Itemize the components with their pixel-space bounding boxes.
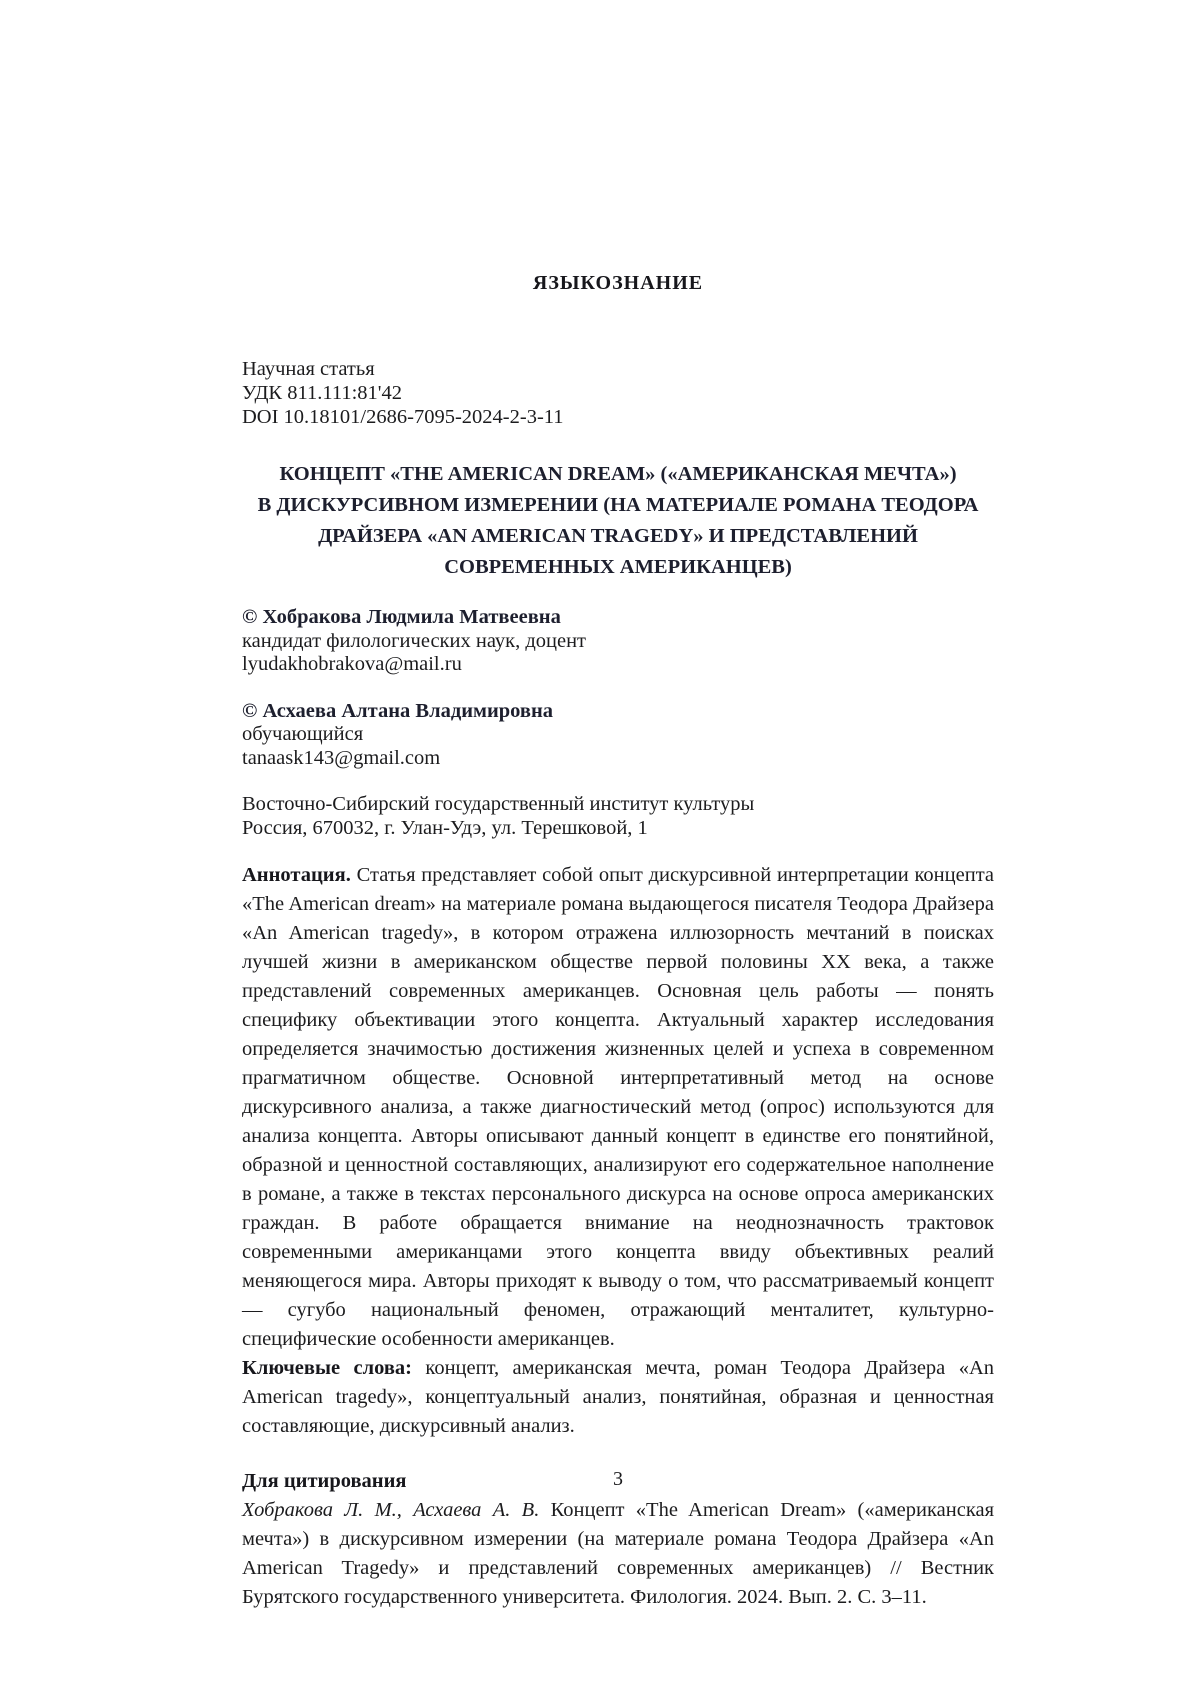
citation-heading: Для цитирования <box>242 1470 407 1492</box>
page-content <box>242 0 994 1612</box>
article-title-line: В ДИСКУРСИВНОМ ИЗМЕРЕНИИ (НА МАТЕРИАЛЕ РОМАНА ТЕОДОРА <box>257 494 979 516</box>
keywords-text: концепт, американская мечта, роман Теодора Драйзера «An American tragedy», концептуальный анализ, понятийная, образная и ценностная составляющие, дискурсивный анализ. <box>242 1357 995 1437</box>
abstract <box>242 861 994 1354</box>
author-email: lyudakhobrakova@mail.ru <box>242 653 462 675</box>
abstract-label: Аннотация. <box>242 864 351 886</box>
article-type: Научная статья <box>242 358 375 380</box>
keywords-label: Ключевые слова: <box>242 1357 412 1379</box>
affiliation-address: Россия, 670032, г. Улан-Удэ, ул. Терешковой, 1 <box>242 816 648 839</box>
section-header: ЯЗЫКОЗНАНИЕ <box>532 272 704 294</box>
author-block-2 <box>242 700 994 771</box>
article-meta <box>242 357 994 429</box>
citation-authors: Хобракова Л. М., Асхаева А. В. <box>242 1499 540 1521</box>
article-title <box>242 459 994 583</box>
article-title-line: СОВРЕМЕННЫХ АМЕРИКАНЦЕВ) <box>444 556 792 578</box>
affiliation <box>242 793 994 840</box>
doi-code: DOI 10.18101/2686-7095-2024-2-3-11 <box>242 406 564 428</box>
abstract-text: Статья представляет собой опыт дискурсивной интерпретации концепта «The American dream» на материале романа выдающегося писателя Теодора Драйзера «An American tragedy», в котором отражена иллюзорность мечтаний в поисках лучшей жизни в американском обществе первой половины XX века, а также представлений современных американцев. Основная цель работы — понять специфику объективации этого концепта. Актуальный характер исследования определяется значимостью достижения жизненных целей и успеха в современном прагматичном обществе. Основной интерпретативный метод на основе дискурсивного анализа, а также диагностический метод (опрос) используются для анализа концепта. Авторы описывают данный концепт в единстве его понятийной, образной и ценностной составляющих, анализируют его содержательное наполнение в романе, а также в текстах персонального дискурса на основе опроса американских граждан. В работе обращается внимание на неоднозначность трактовок современными американцами этого концепта ввиду объективных реалий меняющегося мира. Авторы приходят к выводу о том, что рассматриваемый концепт — сугубо национальный феномен, отражающий менталитет, культурно-специфические особенности американцев. <box>242 864 994 1350</box>
author-name: © Асхаева Алтана Владимировна <box>242 699 554 722</box>
article-title-line: ДРАЙЗЕРА «AN AMERICAN TRAGEDY» И ПРЕДСТАВЛЕНИЙ <box>318 525 918 547</box>
author-role: кандидат филологических наук, доцент <box>242 629 587 652</box>
page-number: 3 <box>613 1468 623 1490</box>
citation <box>242 1496 994 1612</box>
article-title-line: КОНЦЕПТ «THE AMERICAN DREAM» («АМЕРИКАНСКАЯ МЕЧТА») <box>279 463 957 485</box>
author-name: © Хобракова Людмила Матвеевна <box>242 606 561 628</box>
udc-code: УДК 811.111:81'42 <box>242 382 402 404</box>
author-block-1 <box>242 606 994 677</box>
author-email: tanaask143@gmail.com <box>242 746 441 769</box>
author-role: обучающийся <box>242 723 364 745</box>
affiliation-institution: Восточно-Сибирский государственный институт культуры <box>242 793 755 815</box>
citation-text: Концепт «The American Dream» («американская мечта») в дискурсивном измерении (на материале романа Теодора Драйзера «An American Tragedy» и представлений современных американцев) // Вестник Бурятского государственного университета. Филология. 2024. Вып. 2. С. 3–11. <box>242 1499 994 1608</box>
keywords <box>242 1354 994 1441</box>
